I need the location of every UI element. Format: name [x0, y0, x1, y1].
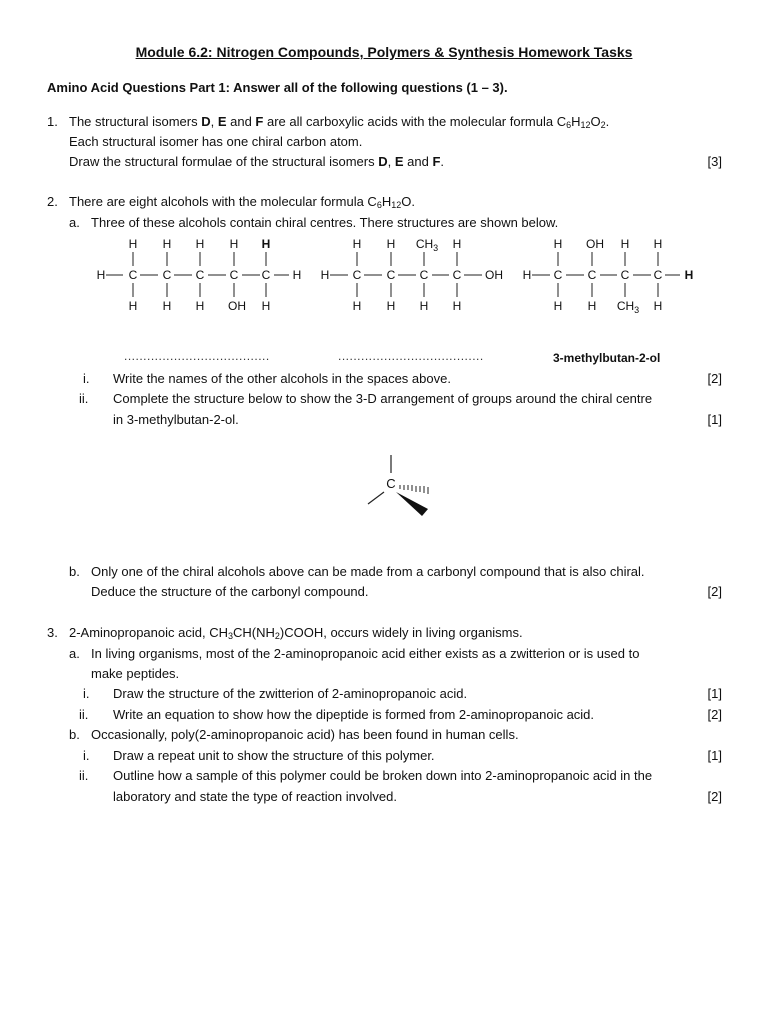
q1-marks: [3] — [707, 154, 722, 169]
atom-h: H — [292, 268, 302, 282]
section-heading: Amino Acid Questions Part 1: Answer all of the following questions (1 – 3). — [47, 80, 508, 95]
q3a-text1: In living organisms, most of the 2-aminopropanoic acid either exists as a zwitterion or is used to — [91, 646, 640, 661]
bond-hashed — [400, 485, 428, 494]
atom-c: C — [620, 268, 630, 282]
q3b-text: Occasionally, poly(2-aminopropanoic acid) has been found in human cells. — [91, 727, 519, 742]
atom-h: H — [162, 299, 172, 313]
q2b-marks: [2] — [707, 584, 722, 599]
atom-h: H — [522, 268, 532, 282]
chiral-centre-sketch — [368, 455, 428, 516]
structure-3-atoms — [523, 237, 694, 315]
q3bii-marks: [2] — [707, 789, 722, 804]
atom-ch3: $CH_3$ — [616, 299, 640, 315]
atom-h: H — [320, 268, 330, 282]
atom-oh: OH — [586, 237, 604, 251]
atom-ch3: $CH_3$ — [415, 237, 439, 253]
q3ai-label: i. — [83, 686, 90, 701]
atom-h: H — [620, 237, 630, 251]
q2b-label: b. — [69, 564, 80, 579]
atom-c: C — [128, 268, 138, 282]
q3bi-text: Draw a repeat unit to show the structure of this polymer. — [113, 748, 435, 763]
q3b-label: b. — [69, 727, 80, 742]
atom-c: C — [352, 268, 362, 282]
atom-oh: OH — [485, 268, 503, 282]
q2-number: 2. — [47, 194, 58, 209]
atom-c: C — [386, 268, 396, 282]
atom-c: C — [386, 476, 396, 491]
atom-h: H — [128, 299, 138, 313]
q3ai-marks: [1] — [707, 686, 722, 701]
atom-h: H — [195, 299, 205, 313]
atom-oh: OH — [228, 299, 246, 313]
q3bii-text2: laboratory and state the type of reaction involved. — [113, 789, 398, 804]
atom-c: C — [195, 268, 205, 282]
atom-h: H — [96, 268, 106, 282]
atom-h: H — [386, 237, 396, 251]
q3-line: 2-Aminopropanoic acid, $CH_3CH(NH_2)COOH$, occurs widely in living organisms. — [69, 625, 523, 641]
q1-number: 1. — [47, 114, 58, 129]
atom-h: H — [386, 299, 396, 313]
atom-h: H — [229, 237, 239, 251]
atom-c: C — [553, 268, 563, 282]
q3aii-marks: [2] — [707, 707, 722, 722]
answer-blank-1[interactable]: ...................................... — [124, 349, 270, 363]
answer-blank-2[interactable]: ...................................... — [338, 349, 484, 363]
page-title: Module 6.2: Nitrogen Compounds, Polymers & Synthesis Homework Tasks — [135, 44, 633, 60]
q2aii-label: ii. — [79, 391, 89, 406]
q3a-label: a. — [69, 646, 80, 661]
atom-c: C — [229, 268, 239, 282]
atom-c: C — [452, 268, 462, 282]
atom-h: H — [162, 237, 172, 251]
atom-h: H — [261, 237, 271, 251]
atom-h: H — [352, 237, 362, 251]
bond-wedge — [396, 492, 428, 516]
structure-1-atoms — [97, 237, 302, 313]
atom-c: C — [162, 268, 172, 282]
q3aii-text: Write an equation to show how the dipeptide is formed from 2-aminopropanoic acid. — [113, 707, 595, 722]
q2ai-label: i. — [83, 371, 90, 386]
atom-h: H — [653, 299, 663, 313]
name-3-methylbutan-2-ol: 3-methylbutan-2-ol — [553, 351, 661, 365]
atom-c: C — [653, 268, 663, 282]
atom-c: C — [261, 268, 271, 282]
atom-h: H — [419, 299, 429, 313]
bond-left — [368, 492, 384, 504]
q3bii-text1: Outline how a sample of this polymer could be broken down into 2-aminopropanoic acid in the — [113, 768, 653, 783]
atom-h: H — [128, 237, 138, 251]
atom-h: H — [587, 299, 597, 313]
atom-h: H — [684, 268, 694, 282]
q3aii-label: ii. — [79, 707, 89, 722]
q2aii-text1: Complete the structure below to show the 3-D arrangement of groups around the chiral centre — [113, 391, 653, 406]
atom-h: H — [261, 299, 271, 313]
atom-h: H — [653, 237, 663, 251]
atom-h: H — [195, 237, 205, 251]
q2aii-marks: [1] — [707, 412, 722, 427]
q3ai-text: Draw the structure of the zwitterion of 2-aminopropanoic acid. — [113, 686, 468, 701]
q1-line3: Draw the structural formulae of the structural isomers D, E and F. — [69, 154, 445, 169]
q1-line2: Each structural isomer has one chiral carbon atom. — [69, 134, 363, 149]
q2b-text2: Deduce the structure of the carbonyl compound. — [91, 584, 369, 599]
q2a-text: Three of these alcohols contain chiral centres. There structures are shown below. — [91, 215, 559, 230]
q2-line: There are eight alcohols with the molecular formula $C_6H_{12}O$. — [69, 194, 415, 210]
q2ai-text: Write the names of the other alcohols in the spaces above. — [113, 371, 451, 386]
atom-h: H — [452, 237, 462, 251]
q3a-text2: make peptides. — [91, 666, 180, 681]
q3bi-label: i. — [83, 748, 90, 763]
q3bii-label: ii. — [79, 768, 89, 783]
q3bi-marks: [1] — [707, 748, 722, 763]
atom-h: H — [352, 299, 362, 313]
atom-c: C — [419, 268, 429, 282]
q2ai-marks: [2] — [707, 371, 722, 386]
q2b-text1: Only one of the chiral alcohols above can be made from a carbonyl compound that is also chiral. — [91, 564, 645, 579]
atom-h: H — [553, 237, 563, 251]
q1-line1: The structural isomers D, E and F are all carboxylic acids with the molecular formula $C_6H_{12}O_2$. — [69, 114, 610, 130]
q2aii-text2: in 3-methylbutan-2-ol. — [113, 412, 239, 427]
atom-h: H — [553, 299, 563, 313]
q2a-label: a. — [69, 215, 80, 230]
atom-h: H — [452, 299, 462, 313]
atom-c: C — [587, 268, 597, 282]
q3-number: 3. — [47, 625, 58, 640]
